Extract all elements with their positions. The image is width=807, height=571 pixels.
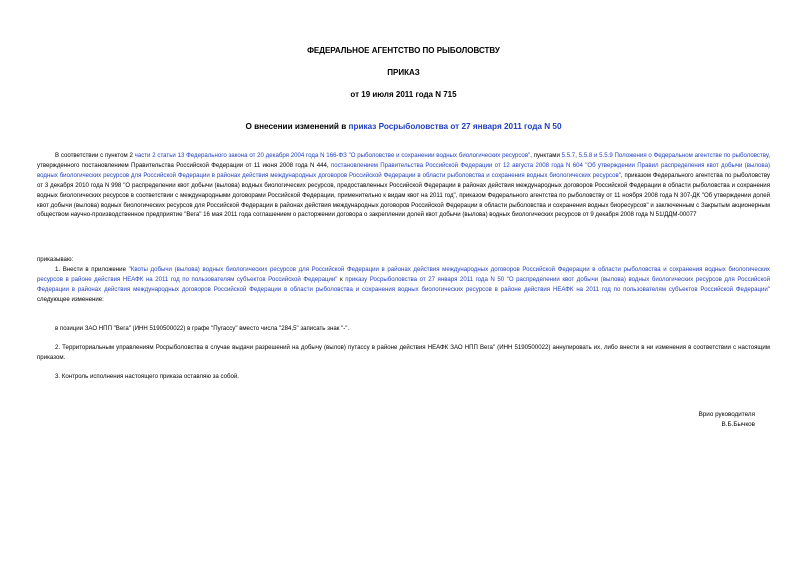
agency-name: ФЕДЕРАЛЬНОЕ АГЕНТСТВО ПО РЫБОЛОВСТВУ <box>307 46 500 55</box>
signer-name: В.Б.Бычков <box>721 421 755 428</box>
item-1 <box>37 265 770 305</box>
item1-text-c: следующее изменение: <box>37 295 104 303</box>
appendix-link[interactable]: "Квоты добычи (вылова) водных биологических ресурсов для Российской Федерации в районах действия международных договоров Российской Федерации в области рыболовства и сохранения водных биологических ресурсов в районе действия НЕАФК на 2011 год по пользователям субъектов Российской Федерации" <box>37 266 770 283</box>
doc-type: ПРИКАЗ <box>387 68 420 77</box>
preamble-text-c: , утвержденного постановлением Правительства Российской Федерации от 11 июня 2008 года N 444, <box>37 152 770 169</box>
order-word: приказываю: <box>37 256 74 263</box>
signer-position: Врио руководителя <box>698 411 755 418</box>
preamble-paragraph <box>37 151 770 220</box>
doc-title <box>0 122 807 131</box>
regulation-link[interactable]: 5.5.7, 5.5.8 и 5.5.9 Положения о Федеральном агентстве по рыболовству <box>561 152 769 159</box>
item-2: 2. Территориальным управлениям Росрыболовства в случае выдачи разрешений на добычу (вылов) путассу в районе действия НЕАФК ЗАО НПП Вега" (ИНН 5190500022) аннулировать их, либо внести в ни изменения в соответствии с настоящим приказом. <box>37 344 770 361</box>
title-prefix: О внесении изменений в <box>245 122 349 131</box>
preamble-text-b: , пунктами <box>530 152 562 159</box>
signature-block <box>699 410 755 430</box>
title-link[interactable]: приказ Росрыболовства от 27 января 2011 года N 50 <box>348 122 562 131</box>
item1-text-b: к <box>337 275 346 283</box>
preamble-text-d: , приказом Федерального агентства по рыболовству от 3 декабря 2010 года N 998 "О распределении квот добычи (вылова) водных биологических ресурсов, предоставленных Российской Федерации в районах действия международных договоров Российской Федерации в области рыболовства и сохранения водных биологических ресурсов в соответствии с международными договорами Российской Федерации, применительно к видам квот на 2011 год", приказом Федерального агентства по рыболовству от 11 ноября 2008 года N 307-ДК "Об утверждении долей квот добычи (вылова) водных биологических ресурсов для Российской Федерации в районах действия международных договоров Российской Федерации в области рыболовства и сохранения водных биоресурсов" и заключенным с Закрытым акционерным обществом научно-производственное предприятие "Вега" 16 мая 2011 года соглашением о расторжении договора о закреплении долей квот добычи (вылова) водных биологических ресурсов от 9 декабря 2008 года N 51/ДДМ-00077 <box>37 171 770 219</box>
resolution-link[interactable]: постановлением Правительства Российской Федерации от 12 августа 2008 года N 604 "Об утверждении Правил распределения квот добычи (вылова) водных биологических ресурсов для Российской Федерации в районах действия международных договоров Российской Федерации в области рыболовства и сохранения водных биологических ресурсов" <box>37 161 770 179</box>
item1-text-a: 1. Внести в приложение <box>55 266 129 273</box>
item-1-sub: в позиции ЗАО НПП "Вега" (ИНН 5190500022) в графе "Пугассу" вместо числа "284,5" записать знак "-". <box>55 325 350 332</box>
preamble-text-a: В соответствии с пунктом 2 <box>55 152 135 159</box>
law-link[interactable]: части 2 статьи 13 Федерального закона от 20 декабря 2004 года N 166-ФЗ "О рыболовстве и сохранении водных биологических ресурсов" <box>134 152 531 159</box>
item-3: 3. Контроль исполнения настоящего приказа оставляю за собой. <box>55 373 239 380</box>
order-link[interactable]: приказу Росрыболовства от 27 января 2011 года N 50 "О распределении квот добычи (вылова) водных биологических ресурсов для Российской Федерации в районах действия международных договоров Российской Федерации в области рыболовства и сохранения водных биологических ресурсов в районе действия НЕАФК на 2011 год по пользователям субъектов Российской Федерации" <box>37 275 770 293</box>
doc-date-number: от 19 июля 2011 года N 715 <box>350 90 457 99</box>
